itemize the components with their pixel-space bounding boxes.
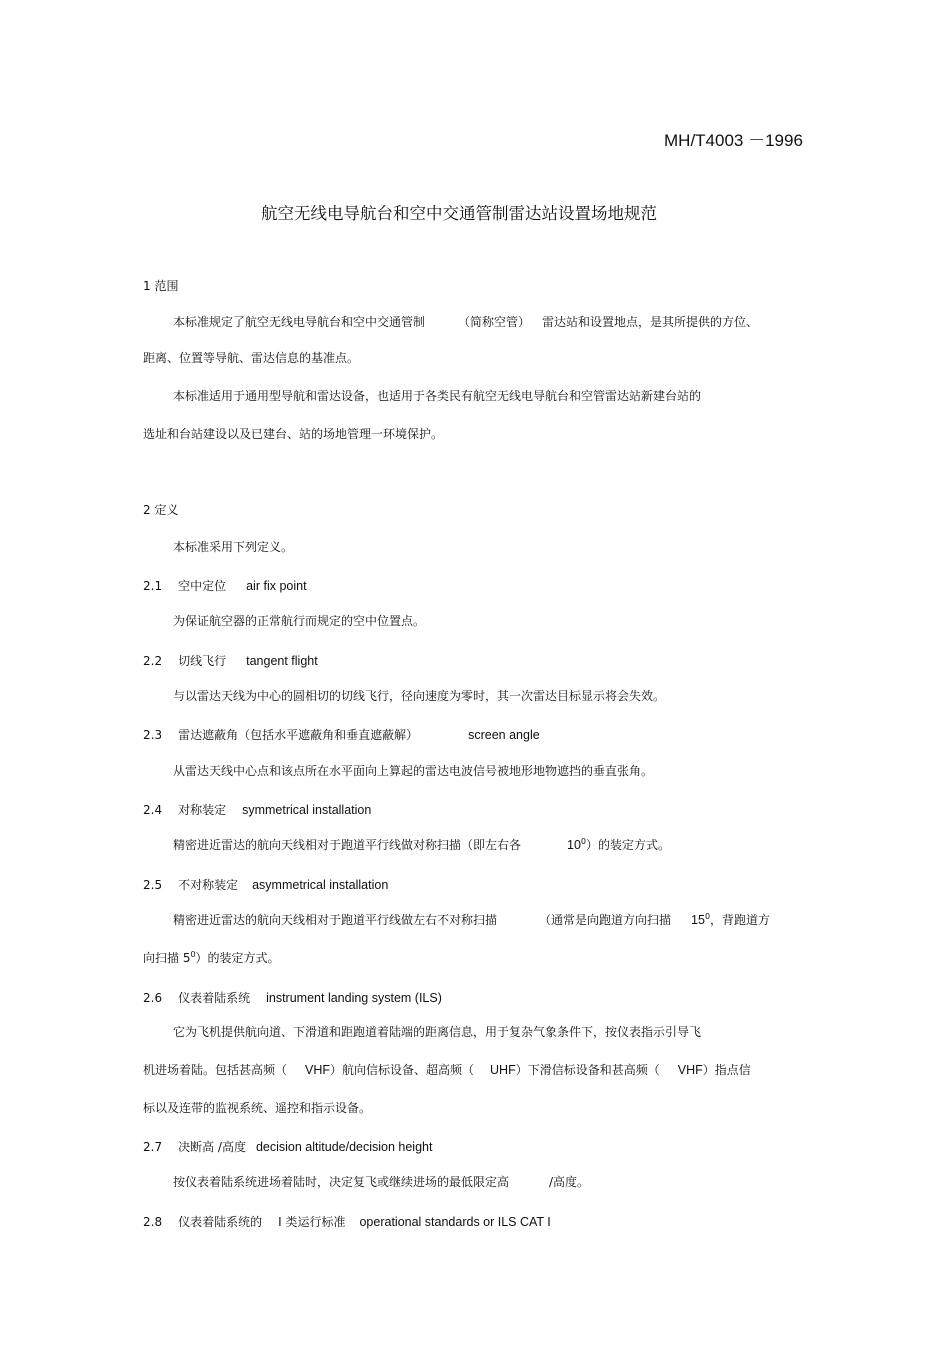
definition-2-6-heading: 2.6 仪表着陆系统 instrument landing system (ILS) (143, 991, 442, 1005)
definition-2-3-desc: 从雷达天线中心点和该点所在水平面向上算起的雷达电波信号被地形地物遮挡的垂直张角。 (173, 764, 654, 778)
section-2-intro: 本标准采用下列定义。 (173, 540, 294, 554)
definition-2-7-desc: 按仪表着陆系统进场着陆时，决定复飞或继续进场的最低限定高 /高度。 (173, 1175, 590, 1189)
definition-2-1-heading: 2.1 空中定位 air fix point (143, 579, 307, 593)
standard-code: MH/T4003 －1996 (664, 131, 803, 150)
section-2-heading: 2 定义 (143, 503, 179, 517)
definition-2-3-heading: 2.3 雷达遮蔽角（包括水平遮蔽角和垂直遮蔽解） screen angle (143, 728, 540, 742)
definition-2-4-heading: 2.4 对称装定 symmetrical installation (143, 803, 372, 817)
definition-2-5-desc-line-1: 精密进近雷达的航向天线相对于跑道平行线做左右不对称扫描 （通常是向跑道方向扫描 $15^0$，背跑道方 (173, 912, 771, 927)
section-1-para-1-line-2: 距离、位置等导航、雷达信息的基准点。 (143, 351, 360, 365)
definition-2-2-heading: 2.2 切线飞行 tangent flight (143, 654, 318, 668)
definition-2-2-desc: 与以雷达天线为中心的圆相切的切线飞行，径向速度为零时，其一次雷达目标显示将会失效。 (173, 689, 666, 703)
document-title: 航空无线电导航台和空中交通管制雷达站设置场地规范 (261, 204, 657, 223)
definition-2-6-desc-line-2: 机进场着陆。包括甚高频（ VHF）航向信标设备、超高频（ UHF）下滑信标设备和甚高频（ VHF）指点信 (143, 1063, 751, 1077)
definition-2-5-heading: 2.5 不对称装定 asymmetrical installation (143, 878, 389, 892)
definition-2-1-desc: 为保证航空器的正常航行而规定的空中位置点。 (173, 614, 426, 628)
definition-2-8-heading: 2.8 仪表着陆系统的 I 类运行标准 operational standards or ILS CAT I (143, 1215, 551, 1229)
definition-2-7-heading: 2.7 决断高 /高度 decision altitude/decision height (143, 1140, 433, 1154)
definition-2-6-desc-line-1: 它为飞机提供航向道、下滑道和距跑道着陆端的距离信息，用于复杂气象条件下，按仪表指示引导飞 (173, 1025, 702, 1039)
definition-2-4-desc: 精密进近雷达的航向天线相对于跑道平行线做对称扫描（即左右各 $10^0$）的装定方式。 (173, 837, 671, 852)
section-1-para-2-line-1: 本标准适用于通用型导航和雷达设备，也适用于各类民有航空无线电导航台和空管雷达站新建台站的 (173, 389, 702, 403)
definition-2-6-desc-line-3: 标以及连带的监视系统、遥控和指示设备。 (143, 1101, 372, 1115)
section-1-heading: 1 范围 (143, 279, 179, 293)
section-1-para-2-line-2: 选址和台站建设以及已建台、站的场地管理一环境保护。 (143, 427, 444, 441)
section-1-para-1-line-1: 本标准规定了航空无线电导航台和空中交通管制 （简称空管） 雷达站和设置地点，是其所提供的方位、 (173, 315, 759, 329)
definition-2-5-desc-line-2: 向扫描 $5^0$）的装定方式。 (143, 950, 280, 965)
